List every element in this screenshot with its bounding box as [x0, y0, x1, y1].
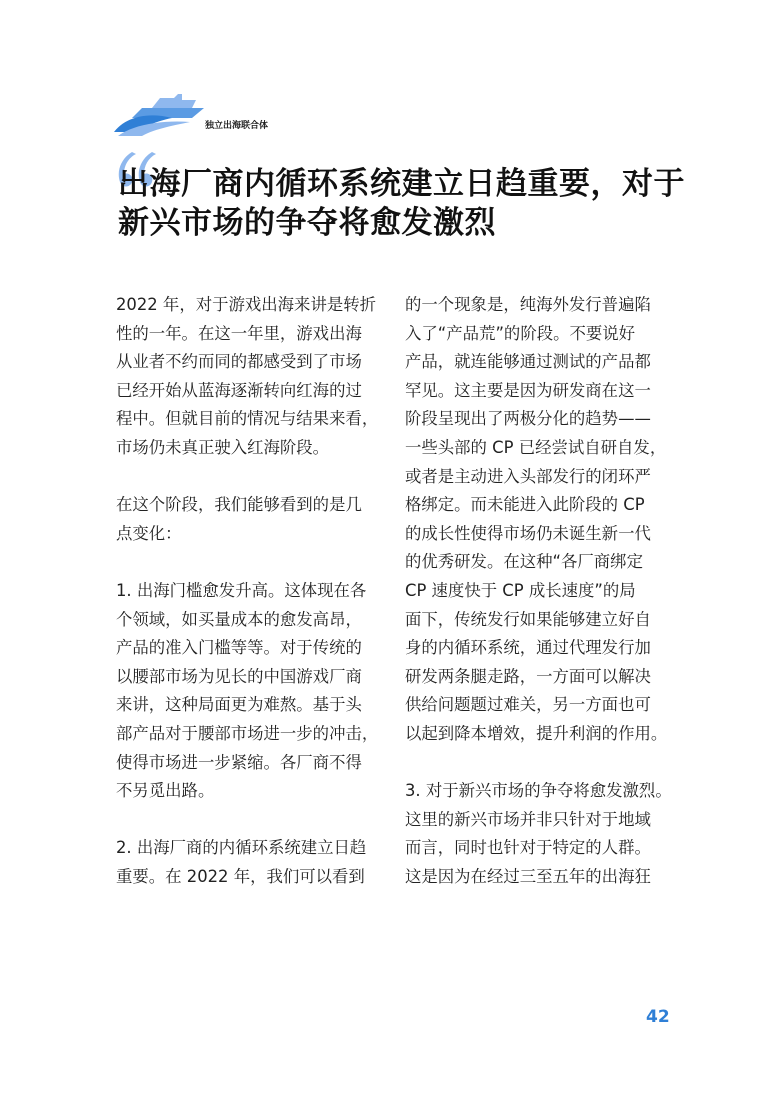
ship-wave-logo-icon	[112, 92, 207, 140]
text-line: 使得市场进一步紧缩。各厂商不得	[116, 752, 362, 772]
text-line: 性的一年。在这一年里，游戏出海	[116, 323, 362, 343]
text-line: 供给问题题过难关，另一方面也可	[405, 695, 651, 715]
publisher-logo	[112, 92, 292, 142]
text-line: CP 速度快于 CP 成长速度”的局	[405, 580, 636, 600]
text-line: 这是因为在经过三至五年的出海狂	[405, 866, 651, 886]
text-line: 市场仍未真正驶入红海阶段。	[116, 437, 330, 457]
text-line: 的一个现象是，纯海外发行普遍陷	[405, 295, 651, 314]
paragraph	[116, 834, 388, 891]
left-column	[116, 291, 388, 891]
text-line: 在这个阶段，我们能够看到的是几	[116, 495, 362, 515]
text-line: 产品的准入门槛等等。对于传统的	[116, 638, 362, 658]
title-line: 出海厂商内循环系统建立日趋重要，对于	[118, 166, 685, 202]
text-line: 以起到降本增效，提升利润的作用。	[405, 723, 668, 743]
text-line: 产品，就连能够通过测试的产品都	[405, 352, 651, 372]
text-line: 来讲，这种局面更为难熬。基于头	[116, 695, 362, 715]
paragraph	[116, 291, 388, 463]
text-line: 阶段呈现出了两极分化的趋势——	[405, 409, 651, 429]
text-line: 2022 年，对于游戏出海来讲是转折	[116, 295, 377, 314]
text-line: 这里的新兴市场并非只针对于地域	[405, 809, 651, 829]
paragraph	[405, 777, 677, 891]
text-line: 重要。在 2022 年，我们可以看到	[116, 866, 365, 886]
article-title	[118, 165, 698, 243]
text-line: 身的内循环系统，通过代理发行加	[405, 638, 651, 658]
text-line: 的成长性使得市场仍未诞生新一代	[405, 523, 651, 543]
text-line: 而言，同时也针对于特定的人群。	[405, 838, 651, 858]
text-line: 研发两条腿走路，一方面可以解决	[405, 666, 651, 686]
text-line: 从业者不约而同的都感受到了市场	[116, 352, 362, 372]
text-line: 个领域，如买量成本的愈发高昂，	[116, 609, 362, 629]
text-line: 已经开始从蓝海逐渐转向红海的过	[116, 380, 362, 400]
text-line: 入了“产品荒”的阶段。不要说好	[405, 323, 636, 343]
right-column	[405, 291, 677, 891]
text-line: 程中。但就目前的情况与结果来看，	[116, 409, 379, 429]
paragraph	[116, 491, 388, 548]
title-line: 新兴市场的争夺将愈发激烈	[118, 205, 496, 241]
paragraph	[405, 291, 677, 749]
text-line: 一些头部的 CP 已经尝试自研自发，	[405, 437, 667, 457]
page-number: 42	[646, 1007, 670, 1027]
text-line: 1. 出海门槛愈发升高。这体现在各	[116, 580, 367, 600]
text-line: 不另觅出路。	[116, 781, 215, 801]
paragraph	[116, 577, 388, 806]
text-line: 点变化：	[116, 523, 182, 543]
text-line: 或者是主动进入头部发行的闭环严	[405, 466, 651, 486]
text-line: 以腰部市场为见长的中国游戏厂商	[116, 666, 362, 686]
text-line: 3. 对于新兴市场的争夺将愈发激烈。	[405, 781, 672, 801]
text-line: 部产品对于腰部市场进一步的冲击，	[116, 723, 379, 743]
text-line: 2. 出海厂商的内循环系统建立日趋	[116, 838, 367, 858]
org-name: 独立出海联合体	[205, 121, 269, 131]
text-line: 的优秀研发。在这种“各厂商绑定	[405, 552, 643, 572]
text-line: 罕见。这主要是因为研发商在这一	[405, 380, 651, 400]
text-line: 格绑定。而未能进入此阶段的 CP	[405, 495, 645, 515]
text-line: 面下，传统发行如果能够建立好自	[405, 609, 651, 629]
